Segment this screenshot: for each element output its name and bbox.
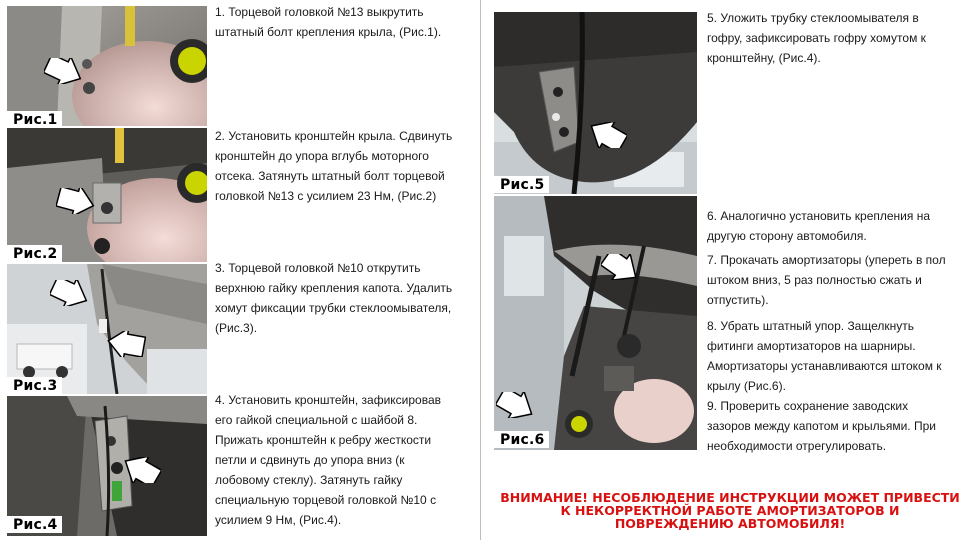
step-7-text: 7. Прокачать амортизаторы (упереть в пол штоком вниз, 5 раз полностью сжать и отпустить). (707, 253, 946, 307)
step-8-text: 8. Убрать штатный упор. Защелкнуть фитинги амортизаторов на шарниры. Амортизаторы устанавливаются штоком к крылу (Рис.6). (707, 319, 942, 393)
photo-fig5 (494, 12, 697, 194)
arrow-icon (106, 331, 146, 357)
arrow-icon (50, 280, 90, 306)
photo-fig4 (7, 396, 207, 536)
arrow-icon (121, 457, 161, 483)
warning-notice: ВНИМАНИЕ! НЕСОБЛЮДЕНИЕ ИНСТРУКЦИИ МОЖЕТ ПРИВЕСТИ К НЕКОРРЕКТНОЙ РАБОТЕ АМОРТИЗАТОРОВ И ПОВРЕЖДЕНИЮ АВТОМОБИЛЯ! (500, 490, 960, 531)
page-divider (480, 0, 481, 540)
arrow-icon (601, 254, 641, 280)
figure-caption-1: Рис.1 (7, 111, 62, 128)
step-6-text: 6. Аналогично установить крепления на другую сторону автомобиля. (707, 209, 931, 243)
step-9-text: 9. Проверить сохранение заводских зазоров между капотом и крыльями. При необходимости отрегулировать. (707, 399, 936, 453)
figure-caption-6: Рис.6 (494, 431, 549, 448)
figure-caption-3: Рис.3 (7, 377, 62, 394)
step-1-text: 1. Торцевой головкой №13 выкрутить штатный болт крепления крыла, (Рис.1). (215, 5, 442, 39)
step-5-text: 5. Уложить трубку стеклоомывателя в гофру, зафиксировать гофру хомутом к кронштейну, (Рис.4). (707, 11, 926, 65)
figure-caption-2: Рис.2 (7, 245, 62, 262)
figure-caption-5: Рис.5 (494, 176, 549, 193)
step-4-text: 4. Установить кронштейн, зафиксировав его гайкой специальной с шайбой 8. Прижать кронштейн к ребру жесткости петли и сдвинуть до упора вниз (к лобовому стеклу). Затянуть гайку специальную торцевой головкой №10 с усилием 9 Нм, (Рис.4). (215, 393, 442, 527)
step-3-text: 3. Торцевой головкой №10 открутить верхнюю гайку крепления капота. Удалить хомут фиксации трубки стеклоомывателя, (Рис.3). (215, 261, 453, 335)
photo-fig3 (7, 264, 207, 394)
arrow-icon (587, 122, 627, 148)
arrow-icon (44, 58, 84, 84)
figure-caption-4: Рис.4 (7, 516, 62, 533)
photo-fig1 (7, 6, 207, 126)
arrow-icon (496, 392, 536, 418)
arrow-icon (56, 188, 96, 214)
step-2-text: 2. Установить кронштейн крыла. Сдвинуть кронштейн до упора вглубь моторного отсека. Затянуть штатный болт торцевой головкой №13 с усилием 23 Нм, (Рис.2) (215, 129, 453, 203)
photo-fig2 (7, 128, 207, 262)
